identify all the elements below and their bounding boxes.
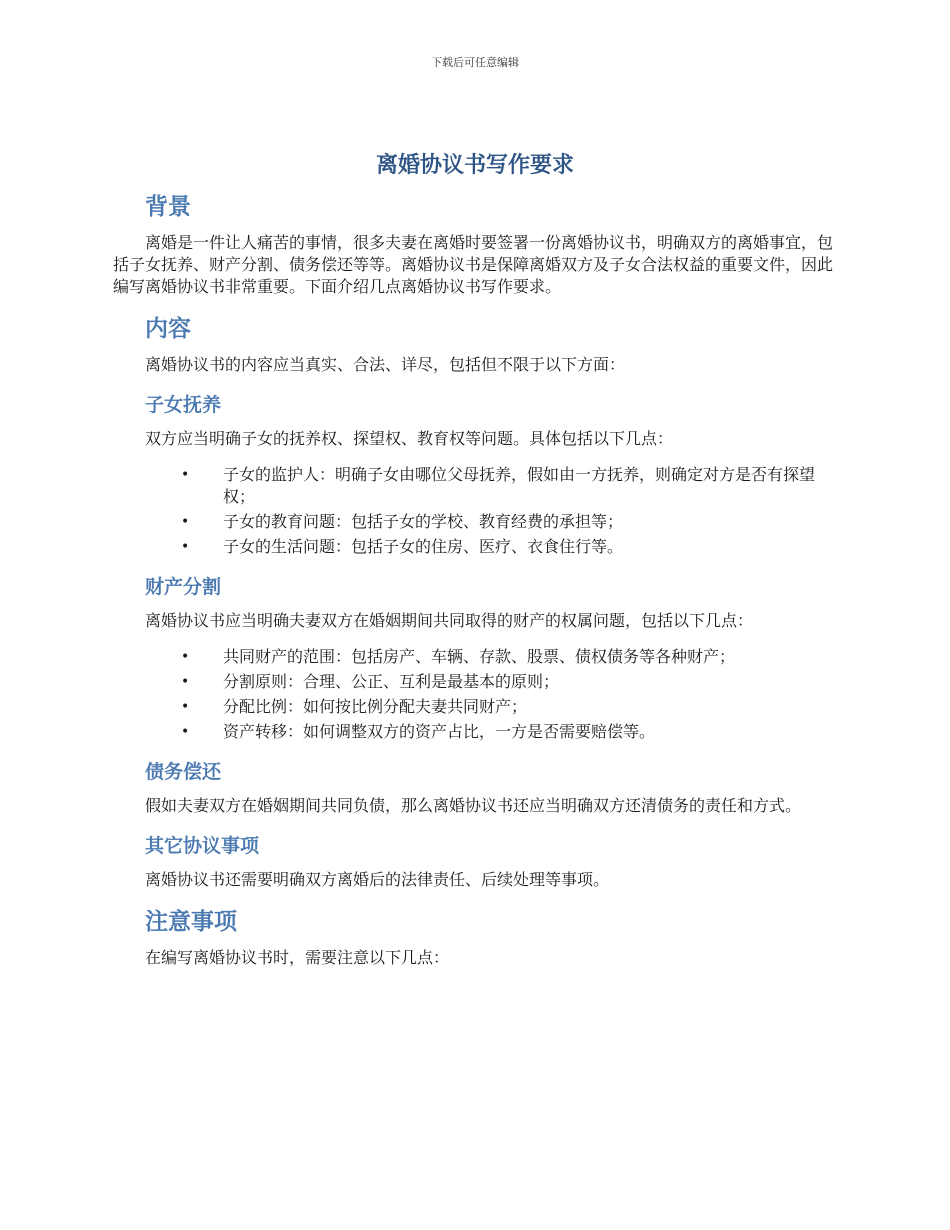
list-item <box>113 511 841 533</box>
child-custody-paragraph: 双方应当明确子女的抚养权、探望权、教育权等问题。具体包括以下几点： <box>145 429 674 448</box>
document-title: 离婚协议书写作要求 <box>375 153 574 178</box>
list-item-text: 资产转移：如何调整双方的资产占比，一方是否需要赔偿等。 <box>223 722 656 741</box>
subsection-heading-child-custody: 子女抚养 <box>145 394 222 416</box>
section-heading-background: 背景 <box>145 194 191 220</box>
list-item <box>113 464 841 508</box>
list-item-text: 共同财产的范围：包括房产、车辆、存款、股票、债权债务等各种财产； <box>223 647 736 666</box>
section-heading-notes: 注意事项 <box>145 909 237 935</box>
child-custody-list <box>113 464 841 558</box>
bullet-icon: • <box>181 724 190 740</box>
list-item <box>113 646 841 668</box>
section-heading-content: 内容 <box>145 316 191 342</box>
list-item <box>113 721 841 743</box>
list-item-text: 分配比例：如何按比例分配夫妻共同财产； <box>223 697 528 716</box>
list-item-text: 分割原则：合理、公正、互利是最基本的原则； <box>223 672 560 691</box>
property-list <box>113 646 841 743</box>
list-item-text: 子女的监护人：明确子女由哪位父母抚养，假如由一方抚养，则确定对方是否有探望权； <box>223 465 816 506</box>
other-paragraph: 离婚协议书还需要明确双方离婚后的法律责任、后续处理等事项。 <box>145 870 610 889</box>
bullet-icon: • <box>181 467 190 483</box>
subsection-heading-debt: 债务偿还 <box>145 761 222 783</box>
list-item-text: 子女的教育问题：包括子女的学校、教育经费的承担等； <box>223 512 624 531</box>
bullet-icon: • <box>181 514 190 530</box>
header-note: 下载后可任意编辑 <box>431 56 519 69</box>
bullet-icon: • <box>181 699 190 715</box>
list-item-text: 子女的生活问题：包括子女的住房、医疗、衣食住行等。 <box>223 537 624 556</box>
debt-paragraph: 假如夫妻双方在婚姻期间共同负债，那么离婚协议书还应当明确双方还清债务的责任和方式。 <box>145 796 802 815</box>
subsection-heading-other: 其它协议事项 <box>145 835 260 857</box>
notes-paragraph: 在编写离婚协议书时，需要注意以下几点： <box>145 948 450 967</box>
bullet-icon: • <box>181 539 190 555</box>
list-item <box>113 536 841 558</box>
bullet-icon: • <box>181 649 190 665</box>
list-item <box>113 696 841 718</box>
subsection-heading-property: 财产分割 <box>145 576 222 598</box>
background-paragraph: 离婚是一件让人痛苦的事情，很多夫妻在离婚时要签署一份离婚协议书，明确双方的离婚事宜，包括子女抚养、财产分割、债务偿还等等。离婚协议书是保障离婚双方及子女合法权益的重要文件，因此编写离婚协议书非常重要。下面介绍几点离婚协议书写作要求。 <box>113 233 834 296</box>
bullet-icon: • <box>181 674 190 690</box>
property-paragraph: 离婚协议书应当明确夫妻双方在婚姻期间共同取得的财产的权属问题，包括以下几点： <box>145 611 754 630</box>
content-paragraph: 离婚协议书的内容应当真实、合法、详尽，包括但不限于以下方面： <box>145 355 626 374</box>
document-body <box>113 190 841 983</box>
list-item <box>113 671 841 693</box>
